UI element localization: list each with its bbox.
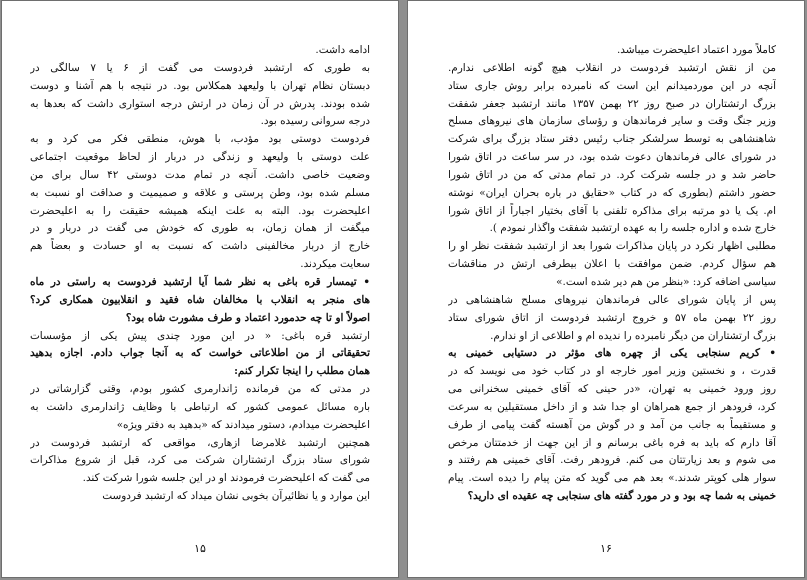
text-line: به طوری که ارتشبد فردوست می گفت از ۶ یا ۷ سالگی در (30, 61, 370, 74)
text-line: وزیر جنگ وقت و سایر فرماندهان و رؤسای سازمان های نیروهای مسلح (448, 115, 776, 128)
text-line: شاهنشاهی به توسط سرلشکر جناب رئیس دفتر ستاد بزرگ برای شرکت (448, 133, 776, 146)
text-line: من از نقش ارتشبد فردوست در انقلاب هیچ گونه اطلاعی ندارم. (448, 61, 776, 74)
text-line: سعایت میکردند. (300, 258, 370, 271)
text-line: • تیمسار قره باغی به نظر شما آیا ارتشبد فردوست به راستی در ماه (30, 275, 370, 288)
text-line: دبستان نظام تهران با ولیعهد همکلاس بود. در نتیجه با هم آشنا و دوست (30, 79, 370, 92)
text-line: روز ورود خمینی به تهران، «در حینی که آقای خمینی سخنرانی می (448, 383, 776, 396)
text-line: خمینی به شما چه بود و در مورد گفته های سنجابی چه عقیده ای دارید؟ (467, 490, 776, 503)
text-line: شده بودند. پدرش در آن زمان در ارتش درجه استواری داشت که بعدها به (30, 97, 370, 110)
right-page-text (448, 42, 776, 506)
text-line: این موارد و یا نظائیرآن بخوبی نشان میداد که ارتشبد فردوست (102, 490, 370, 503)
text-line: درجه سروانی رسیده بود. (260, 115, 370, 128)
text-line: میگفت از همان زمان، به طوری که خودش می گفت در دربار و در (30, 222, 370, 235)
text-line: می گفت که اعلیحضرت فرمودند او در این جلسه شورا شرکت کند. (82, 472, 370, 485)
text-line: حاضر شد و در جلسه شرکت کرد. در تمام مدتی که من در اتاق شورا (448, 168, 776, 181)
text-line: ارتشبد قره باغی: « در این مورد چندی پیش یکی از مؤسسات (30, 329, 370, 342)
text-line: سیاسی اضافه کرد: «بنظر من هم دیر شده است.» (556, 275, 776, 288)
text-line: • کریم سنجابی یکی از چهره های مؤثر در دستیابی خمینی به (448, 347, 776, 360)
text-line: علت دوستی با ولیعهد و زندگی در دربار از لحاظ موقعیت اجتماعی (30, 151, 370, 164)
text-line: اعلیحضرت بود. البته به علت اینکه همیشه حقیقت را به اعلیحضرت (30, 204, 370, 217)
text-line: تحقیقاتی از من اطلاعاتی خواست که به آنجا جواب دادم. اجازه بدهید (30, 347, 370, 360)
text-line: باره مسائل عمومی کشور که ارتباطی با وظایف ژاندارمری داشت به (30, 400, 370, 413)
text-line: خارج شده و اداره جلسه را به عهده ارتشبد شفقت واگذار نمودم ). (489, 222, 776, 235)
text-line: کاملاً مورد اعتماد اعلیحضرت میباشد. (616, 44, 776, 56)
text-line: اصولاً او تا چه حدمورد اعتماد و طرف مشورت شاه بود؟ (125, 311, 370, 324)
text-line: مطلبی اظهار نکرد در پایان مذاکرات شورا بعد از ارتشبد شفقت نظر او را (448, 240, 776, 253)
text-line: پس از پایان شورای عالی فرماندهان نیروهای مسلح شاهنشاهی در (448, 293, 776, 306)
text-line: در شورای عالی فرماندهان دعوت شده بود، در سر ساعت در اتاق شورا (448, 151, 776, 164)
text-line: وضعیت خاصی داشت. آنچه در تمام مدت دوستی ۴۲ سال برای من (30, 168, 370, 181)
text-line: فردوست دوستی بود مؤدب، با هوش، منطقی فکر می کرد و به (30, 133, 370, 146)
text-line: هم سؤال کردم. ضمن موافقت با اعلان بیطرفی ارتش در مناقشات (448, 258, 776, 271)
text-line: قدرت ، و نخستین وزیر امور خارجه او در کتاب خود می نویسد که در (448, 365, 776, 378)
text-line: اعلیحضرت میدادم، دستور میدادند که «بدهید به دفتر ویژه» (116, 418, 370, 431)
text-line: آقا دارم که باید به فره باغی برسانم و از این جهت از خدمتتان مرخص (448, 436, 776, 449)
text-line: همچنین ارتشبد غلامرضا ازهاری، مواقعی که ارتشبد فردوست در (30, 436, 370, 449)
left-page-number: ۱۵ (194, 542, 206, 555)
text-line: خارج از دربار مخالفینی داشت که نسبت به او حسادت و بعضاً هم (30, 240, 370, 253)
text-line: روز ۲۲ بهمن ماه ۵۷ و خروج ارتشبد فردوست از اتاق شورای ستاد (448, 311, 776, 324)
right-page (407, 0, 805, 578)
text-line: حضور داشتم (بطوری که در کتاب «حقایق در باره بحران ایران» نوشته (448, 186, 776, 199)
text-line: می شوم و بعد زیارتتان می کنم. فرودهر رفت. آقای خمینی هم رفتند و (448, 454, 776, 467)
text-line: و مستقیماً به جانب من آمد و در گوش من آهسته گفت پیامی از طرف (448, 418, 776, 431)
text-line: آنچه در این موردمیدانم این است که نامبرده برابر روش جاری ستاد (448, 79, 776, 92)
text-line: سوار هلی کوپتر شدند.» بعد هم می گوید که متن پیام را دیده است. پیام (448, 472, 776, 485)
text-line: همان مطلب را اینجا تکرار کنم: (234, 365, 370, 378)
text-line: کرد، فرودهر از جمع همراهان او جدا شد و از داخل مستقیلین به سرعت (448, 400, 776, 413)
text-line: های منجر به انقلاب با مخالفان شاه فقید و انقلابیون همکاری کرد؟ (30, 293, 370, 306)
text-line: شورای ستاد بزرگ ارتشتاران شرکت می کرد، قبل از شروع مذاکرات (30, 454, 370, 467)
text-line: بزرگ ارتشتاران در صبح روز ۲۲ بهمن ۱۳۵۷ مانند ارتشبد جعفر شفقت (448, 97, 776, 110)
text-line: مسلم شده بود، وطن پرستی و علاقه و صمیمیت و صداقت او نسبت به (30, 186, 370, 199)
text-line: بزرگ ارتشتاران من دیگر نامبرده را ندیده ام و اطلاعی از او ندارم. (490, 329, 776, 342)
text-line: ام. یک یا دو مرتبه برای مذاکره تلفنی با آقای بختیار اجباراً از اتاق شورا (448, 204, 776, 217)
text-line: در مدتی که من فرمانده ژاندارمری کشور بودم، وقتی گزارشاتی در (30, 383, 370, 396)
right-page-number: ۱۶ (600, 542, 612, 555)
left-page-text (30, 42, 370, 506)
left-page (1, 0, 399, 578)
text-line: ادامه داشت. (315, 44, 370, 56)
